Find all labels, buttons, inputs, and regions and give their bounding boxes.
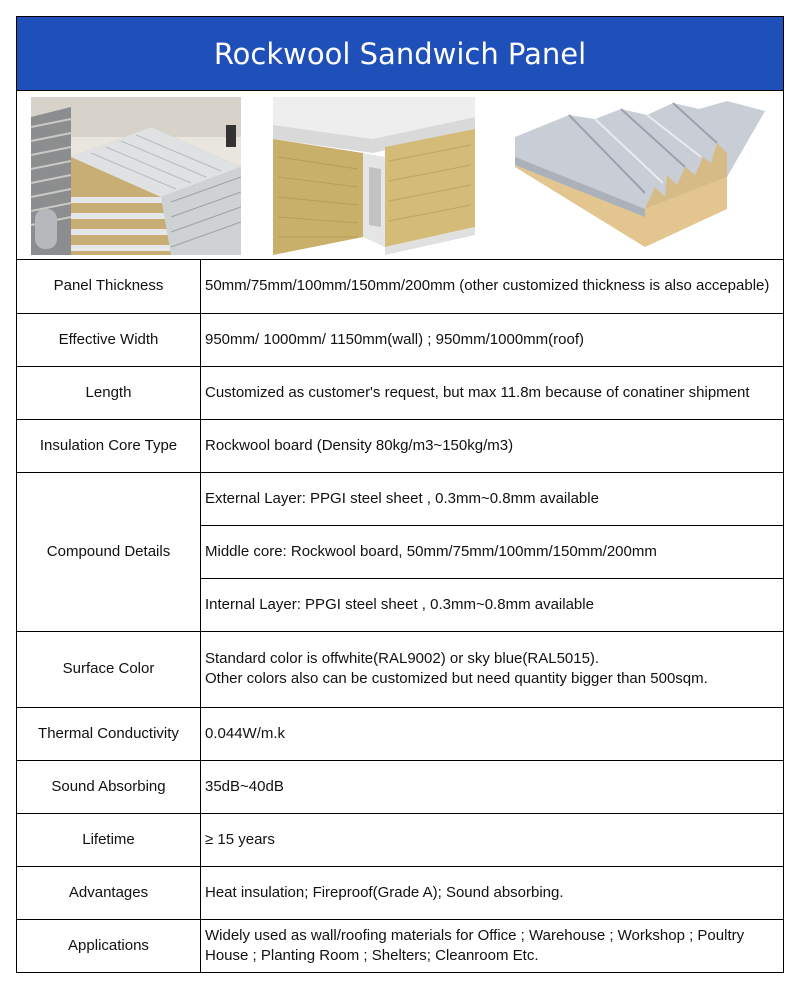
spec-sheet bbox=[16, 16, 784, 973]
row-value: 950mm/ 1000mm/ 1150mm(wall) ; 950mm/1000mm(roof) bbox=[201, 313, 784, 366]
table-row bbox=[17, 313, 783, 366]
sheet-title: Rockwool Sandwich Panel bbox=[17, 17, 783, 91]
row-label: Insulation Core Type bbox=[17, 419, 201, 472]
row-label: Panel Thickness bbox=[17, 260, 201, 313]
row-value: 50mm/75mm/100mm/150mm/200mm (other customized thickness is also accepable) bbox=[201, 260, 784, 313]
table-row bbox=[17, 813, 783, 866]
table-row bbox=[17, 919, 783, 972]
roof-panel-photo bbox=[495, 97, 765, 255]
row-label: Compound Details bbox=[17, 472, 201, 631]
row-value: Customized as customer's request, but max 11.8m because of conatiner shipment bbox=[201, 366, 784, 419]
stacked-panels-photo bbox=[31, 97, 241, 255]
table-row bbox=[17, 866, 783, 919]
row-label: Thermal Conductivity bbox=[17, 707, 201, 760]
row-value bbox=[201, 631, 784, 707]
spec-table bbox=[17, 260, 783, 972]
row-label: Applications bbox=[17, 919, 201, 972]
photo-strip bbox=[17, 91, 783, 260]
row-label: Length bbox=[17, 366, 201, 419]
row-value: ≥ 15 years bbox=[201, 813, 784, 866]
row-value: Widely used as wall/roofing materials for Office ; Warehouse ; Workshop ; Poultry House ; Planting Room ; Shelters; Cleanroom Etc. bbox=[201, 919, 784, 972]
row-label: Advantages bbox=[17, 866, 201, 919]
row-label: Sound Absorbing bbox=[17, 760, 201, 813]
table-row bbox=[17, 260, 783, 313]
surface-color-line-2: Other colors also can be customized but need quantity bigger than 500sqm. bbox=[205, 670, 708, 687]
row-value: 35dB~40dB bbox=[201, 760, 784, 813]
panel-cross-section-photo bbox=[273, 97, 475, 255]
external-layer: External Layer: PPGI steel sheet , 0.3mm~0.8mm available bbox=[201, 473, 783, 526]
table-row bbox=[17, 760, 783, 813]
table-row bbox=[17, 472, 783, 631]
row-label: Effective Width bbox=[17, 313, 201, 366]
table-row bbox=[17, 707, 783, 760]
internal-layer: Internal Layer: PPGI steel sheet , 0.3mm~0.8mm available bbox=[205, 595, 594, 613]
table-row bbox=[17, 366, 783, 419]
table-row bbox=[17, 631, 783, 707]
row-label: Lifetime bbox=[17, 813, 201, 866]
row-value: Heat insulation; Fireproof(Grade A); Sound absorbing. bbox=[201, 866, 784, 919]
table-row bbox=[17, 419, 783, 472]
row-value: Rockwool board (Density 80kg/m3~150kg/m3) bbox=[201, 419, 784, 472]
middle-core: Middle core: Rockwool board, 50mm/75mm/100mm/150mm/200mm bbox=[201, 526, 783, 579]
row-value: 0.044W/m.k bbox=[201, 707, 784, 760]
surface-color-line-1: Standard color is offwhite(RAL9002) or sky blue(RAL5015). bbox=[205, 650, 600, 667]
row-label: Surface Color bbox=[17, 631, 201, 707]
compound-details-cell bbox=[201, 472, 784, 631]
